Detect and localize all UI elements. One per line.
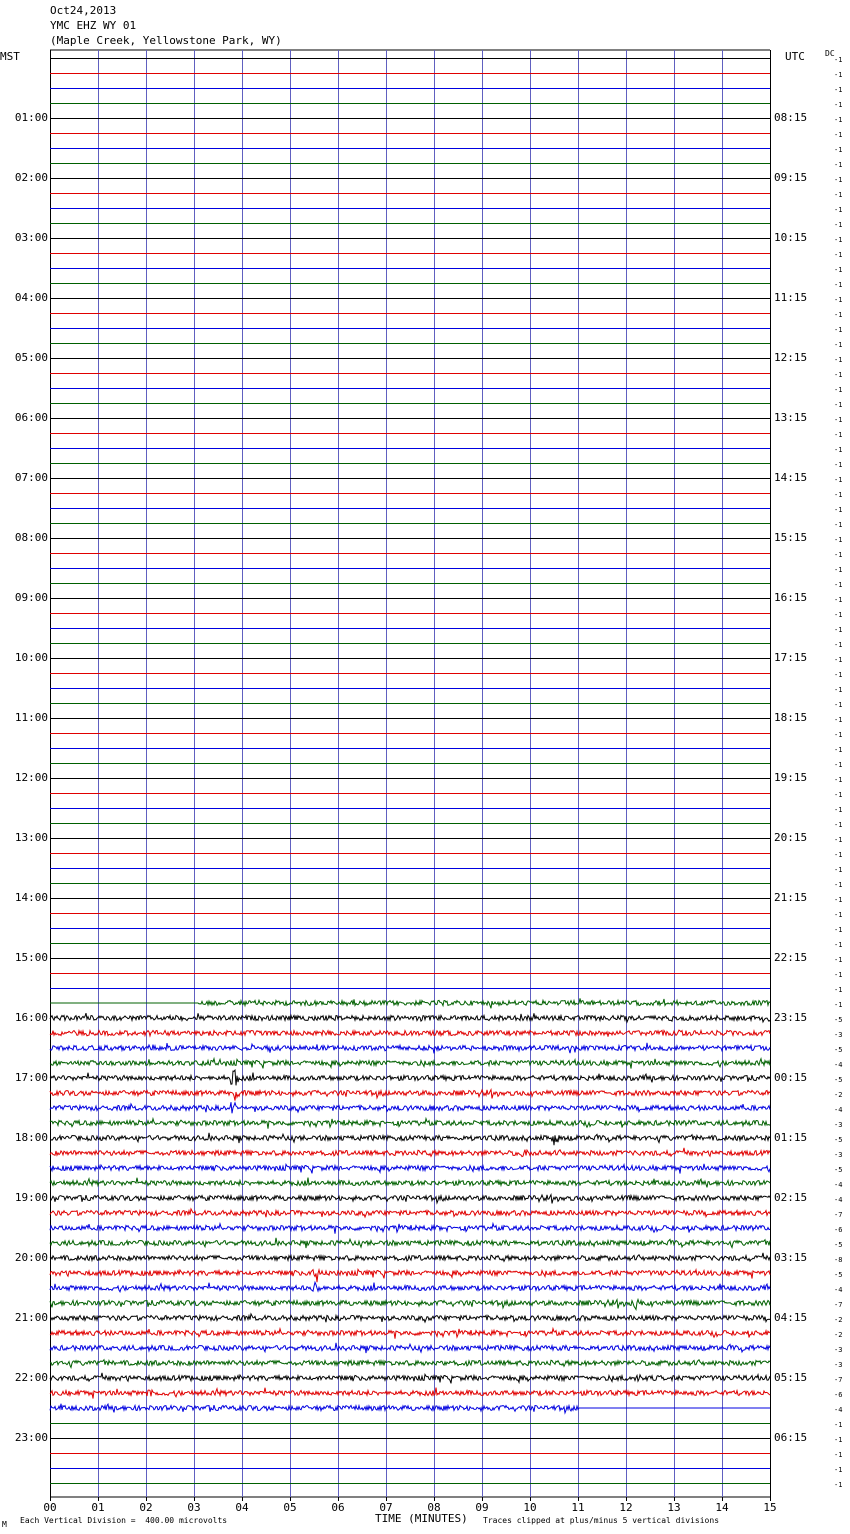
- dc-offset-label: -1: [834, 626, 843, 634]
- dc-offset-label: -1: [834, 341, 843, 349]
- dc-offset-label: -1: [834, 1466, 843, 1474]
- dc-offset-label: -1: [834, 536, 843, 544]
- trace-row: [50, 1360, 770, 1368]
- utc-hour-label: 22:15: [774, 951, 808, 964]
- dc-offset-label: -1: [834, 1421, 843, 1429]
- mst-hour-label: 19:00: [14, 1191, 48, 1204]
- dc-offset-label: -4: [834, 1406, 843, 1414]
- trace-row: [50, 1253, 770, 1261]
- dc-offset-label: -1: [834, 311, 843, 319]
- trace-row: [50, 1178, 770, 1188]
- dc-offset-label: -1: [834, 296, 843, 304]
- dc-offset-label: -1: [834, 761, 843, 769]
- corner-mark: M: [2, 1520, 7, 1529]
- utc-hour-label: 00:15: [774, 1071, 808, 1084]
- dc-axis-title: DC: [825, 49, 835, 58]
- dc-offset-label: -1: [834, 1436, 843, 1444]
- dc-offset-label: -8: [834, 1256, 843, 1264]
- mst-axis-title: MST: [0, 50, 20, 63]
- dc-offset-label: -1: [834, 206, 843, 214]
- dc-offset-label: -1: [834, 281, 843, 289]
- dc-offset-label: -1: [834, 941, 843, 949]
- dc-offset-label: -1: [834, 851, 843, 859]
- mst-hour-label: 08:00: [14, 531, 48, 544]
- trace-row: [50, 1013, 770, 1022]
- dc-offset-label: -5: [834, 1241, 843, 1249]
- utc-hour-label: 10:15: [774, 231, 808, 244]
- mst-hour-label: 06:00: [14, 411, 48, 424]
- trace-row: [50, 1030, 770, 1037]
- dc-offset-label: -1: [834, 1451, 843, 1459]
- dc-offset-label: -1: [834, 791, 843, 799]
- mst-hour-label: 14:00: [14, 891, 48, 904]
- dc-offset-label: -1: [834, 266, 843, 274]
- dc-offset-label: -1: [834, 671, 843, 679]
- minute-tick-label: 09: [475, 1501, 489, 1514]
- trace-row: [50, 1059, 770, 1069]
- dc-offset-label: -1: [834, 746, 843, 754]
- dc-offset-label: -7: [834, 1211, 843, 1219]
- dc-offset-label: -1: [834, 476, 843, 484]
- dc-offset-label: -3: [834, 1031, 843, 1039]
- plot-date: Oct24,2013: [50, 4, 117, 17]
- minute-tick-label: 06: [331, 1501, 345, 1514]
- dc-offset-label: -1: [834, 101, 843, 109]
- dc-offset-label: -1: [834, 776, 843, 784]
- mst-hour-label: 23:00: [14, 1431, 48, 1444]
- utc-hour-label: 12:15: [774, 351, 808, 364]
- trace-row: [50, 1314, 770, 1322]
- dc-offset-label: -1: [834, 566, 843, 574]
- dc-offset-label: -3: [834, 1361, 843, 1369]
- dc-offset-label: -1: [834, 971, 843, 979]
- dc-offset-label: -1: [834, 1481, 843, 1489]
- mst-hour-label: 05:00: [14, 351, 48, 364]
- dc-offset-label: -4: [834, 1181, 843, 1189]
- dc-offset-label: -1: [834, 221, 843, 229]
- trace-row: [50, 1209, 770, 1217]
- dc-offset-label: -1: [834, 716, 843, 724]
- dc-offset-label: -1: [834, 926, 843, 934]
- dc-offset-label: -4: [834, 1286, 843, 1294]
- dc-offset-label: -1: [834, 146, 843, 154]
- dc-offset-label: -4: [834, 1106, 843, 1114]
- trace-row: [50, 1238, 770, 1248]
- minute-tick-label: 11: [571, 1501, 585, 1514]
- dc-offset-label: -5: [834, 1136, 843, 1144]
- mst-hour-label: 09:00: [14, 591, 48, 604]
- dc-offset-label: -3: [834, 1121, 843, 1129]
- mst-hour-label: 03:00: [14, 231, 48, 244]
- trace-row: [50, 1269, 770, 1282]
- station-location: (Maple Creek, Yellowstone Park, WY): [50, 34, 282, 47]
- dc-offset-label: -1: [834, 86, 843, 94]
- utc-hour-label: 03:15: [774, 1251, 808, 1264]
- dc-offset-label: -1: [834, 521, 843, 529]
- mst-hour-label: 12:00: [14, 771, 48, 784]
- station-code: YMC EHZ WY 01: [50, 19, 137, 32]
- mst-hour-label: 07:00: [14, 471, 48, 484]
- trace-row: [50, 1148, 770, 1157]
- utc-hour-label: 08:15: [774, 111, 808, 124]
- utc-hour-label: 02:15: [774, 1191, 808, 1204]
- utc-hour-label: 13:15: [774, 411, 808, 424]
- minute-tick-label: 02: [139, 1501, 153, 1514]
- dc-offset-label: -1: [834, 236, 843, 244]
- mst-hour-label: 17:00: [14, 1071, 48, 1084]
- trace-row: [50, 1224, 770, 1234]
- dc-offset-label: -1: [834, 836, 843, 844]
- dc-offset-label: -1: [834, 161, 843, 169]
- minute-tick-label: 05: [283, 1501, 297, 1514]
- trace-row: [50, 1164, 770, 1174]
- dc-offset-label: -1: [834, 686, 843, 694]
- dc-offset-label: -5: [834, 1016, 843, 1024]
- dc-offset-label: -1: [834, 251, 843, 259]
- dc-offset-label: -1: [834, 821, 843, 829]
- dc-offset-label: -1: [834, 56, 843, 64]
- mst-hour-label: 04:00: [14, 291, 48, 304]
- dc-offset-label: -1: [834, 506, 843, 514]
- utc-hour-label: 09:15: [774, 171, 808, 184]
- utc-hour-label: 18:15: [774, 711, 808, 724]
- utc-hour-label: 11:15: [774, 291, 808, 304]
- utc-hour-label: 19:15: [774, 771, 808, 784]
- clipping-note: Traces clipped at plus/minus 5 vertical divisions: [483, 1516, 720, 1525]
- dc-offset-label: -1: [834, 461, 843, 469]
- utc-hour-label: 04:15: [774, 1311, 808, 1324]
- trace-row: [50, 1102, 770, 1113]
- trace-row: [50, 1133, 770, 1145]
- dc-offset-label: -3: [834, 1346, 843, 1354]
- dc-offset-label: -5: [834, 1076, 843, 1084]
- minute-tick-label: 14: [715, 1501, 729, 1514]
- utc-hour-label: 15:15: [774, 531, 808, 544]
- dc-offset-label: -2: [834, 1331, 843, 1339]
- dc-offset-label: -5: [834, 1166, 843, 1174]
- dc-offset-label: -1: [834, 116, 843, 124]
- minute-tick-label: 08: [427, 1501, 441, 1514]
- dc-offset-label: -4: [834, 1061, 843, 1069]
- mst-hour-label: 11:00: [14, 711, 48, 724]
- utc-axis-title: UTC: [785, 50, 805, 63]
- minute-tick-label: 15: [763, 1501, 777, 1514]
- dc-offset-label: -5: [834, 1271, 843, 1279]
- dc-offset-label: -1: [834, 71, 843, 79]
- mst-hour-label: 01:00: [14, 111, 48, 124]
- trace-row: [50, 1300, 770, 1310]
- trace-row: [50, 1329, 770, 1339]
- minute-tick-label: 04: [235, 1501, 249, 1514]
- utc-hour-label: 01:15: [774, 1131, 808, 1144]
- utc-hour-label: 14:15: [774, 471, 808, 484]
- minute-tick-label: 10: [523, 1501, 537, 1514]
- minute-tick-label: 01: [91, 1501, 105, 1514]
- dc-offset-label: -7: [834, 1376, 843, 1384]
- dc-offset-label: -1: [834, 446, 843, 454]
- dc-offset-label: -1: [834, 701, 843, 709]
- dc-offset-label: -6: [834, 1226, 843, 1234]
- utc-hour-label: 23:15: [774, 1011, 808, 1024]
- dc-offset-label: -5: [834, 1046, 843, 1054]
- dc-offset-label: -3: [834, 1151, 843, 1159]
- trace-row: [50, 1195, 770, 1204]
- mst-hour-label: 02:00: [14, 171, 48, 184]
- dc-offset-label: -1: [834, 656, 843, 664]
- dc-offset-label: -4: [834, 1196, 843, 1204]
- dc-offset-label: -1: [834, 371, 843, 379]
- mst-hour-label: 18:00: [14, 1131, 48, 1144]
- dc-offset-label: -1: [834, 1001, 843, 1009]
- dc-offset-label: -2: [834, 1316, 843, 1324]
- mst-hour-label: 10:00: [14, 651, 48, 664]
- utc-hour-label: 06:15: [774, 1431, 808, 1444]
- minute-tick-label: 00: [43, 1501, 57, 1514]
- dc-offset-label: -1: [834, 731, 843, 739]
- minute-tick-label: 07: [379, 1501, 393, 1514]
- trace-row: [50, 1282, 770, 1292]
- dc-offset-label: -1: [834, 641, 843, 649]
- dc-offset-label: -1: [834, 356, 843, 364]
- trace-row: [50, 1404, 770, 1413]
- mst-hour-label: 15:00: [14, 951, 48, 964]
- dc-offset-label: -7: [834, 1301, 843, 1309]
- dc-offset-label: -1: [834, 596, 843, 604]
- trace-row: [50, 1070, 770, 1085]
- trace-row: [50, 1119, 770, 1129]
- mst-hour-label: 13:00: [14, 831, 48, 844]
- x-axis-title: TIME (MINUTES): [375, 1512, 468, 1525]
- dc-offset-label: -2: [834, 1091, 843, 1099]
- utc-hour-label: 17:15: [774, 651, 808, 664]
- mst-hour-label: 21:00: [14, 1311, 48, 1324]
- dc-offset-label: -1: [834, 881, 843, 889]
- mst-hour-label: 22:00: [14, 1371, 48, 1384]
- dc-offset-label: -1: [834, 986, 843, 994]
- dc-offset-label: -1: [834, 896, 843, 904]
- minute-tick-label: 03: [187, 1501, 201, 1514]
- trace-row: [50, 998, 770, 1008]
- utc-hour-label: 05:15: [774, 1371, 808, 1384]
- dc-offset-label: -1: [834, 131, 843, 139]
- trace-row: [50, 1373, 770, 1384]
- dc-offset-label: -1: [834, 431, 843, 439]
- dc-offset-label: -1: [834, 401, 843, 409]
- dc-offset-label: -1: [834, 911, 843, 919]
- trace-row: [50, 1388, 770, 1399]
- utc-hour-label: 20:15: [774, 831, 808, 844]
- dc-offset-label: -1: [834, 326, 843, 334]
- mst-hour-label: 20:00: [14, 1251, 48, 1264]
- dc-offset-label: -1: [834, 386, 843, 394]
- dc-offset-label: -1: [834, 581, 843, 589]
- trace-row: [50, 1043, 770, 1054]
- dc-offset-label: -1: [834, 806, 843, 814]
- dc-offset-label: -6: [834, 1391, 843, 1399]
- mst-hour-label: 16:00: [14, 1011, 48, 1024]
- dc-offset-label: -1: [834, 416, 843, 424]
- dc-offset-label: -1: [834, 551, 843, 559]
- vertical-division-note: Each Vertical Division = 400.00 microvolts: [20, 1516, 228, 1525]
- dc-offset-label: -1: [834, 866, 843, 874]
- trace-row: [50, 1090, 770, 1101]
- dc-offset-label: -1: [834, 611, 843, 619]
- minute-tick-label: 13: [667, 1501, 681, 1514]
- dc-offset-label: -1: [834, 191, 843, 199]
- dc-offset-label: -1: [834, 956, 843, 964]
- dc-offset-label: -1: [834, 176, 843, 184]
- minute-tick-label: 12: [619, 1501, 633, 1514]
- dc-offset-label: -1: [834, 491, 843, 499]
- trace-row: [50, 1343, 770, 1353]
- utc-hour-label: 21:15: [774, 891, 808, 904]
- utc-hour-label: 16:15: [774, 591, 808, 604]
